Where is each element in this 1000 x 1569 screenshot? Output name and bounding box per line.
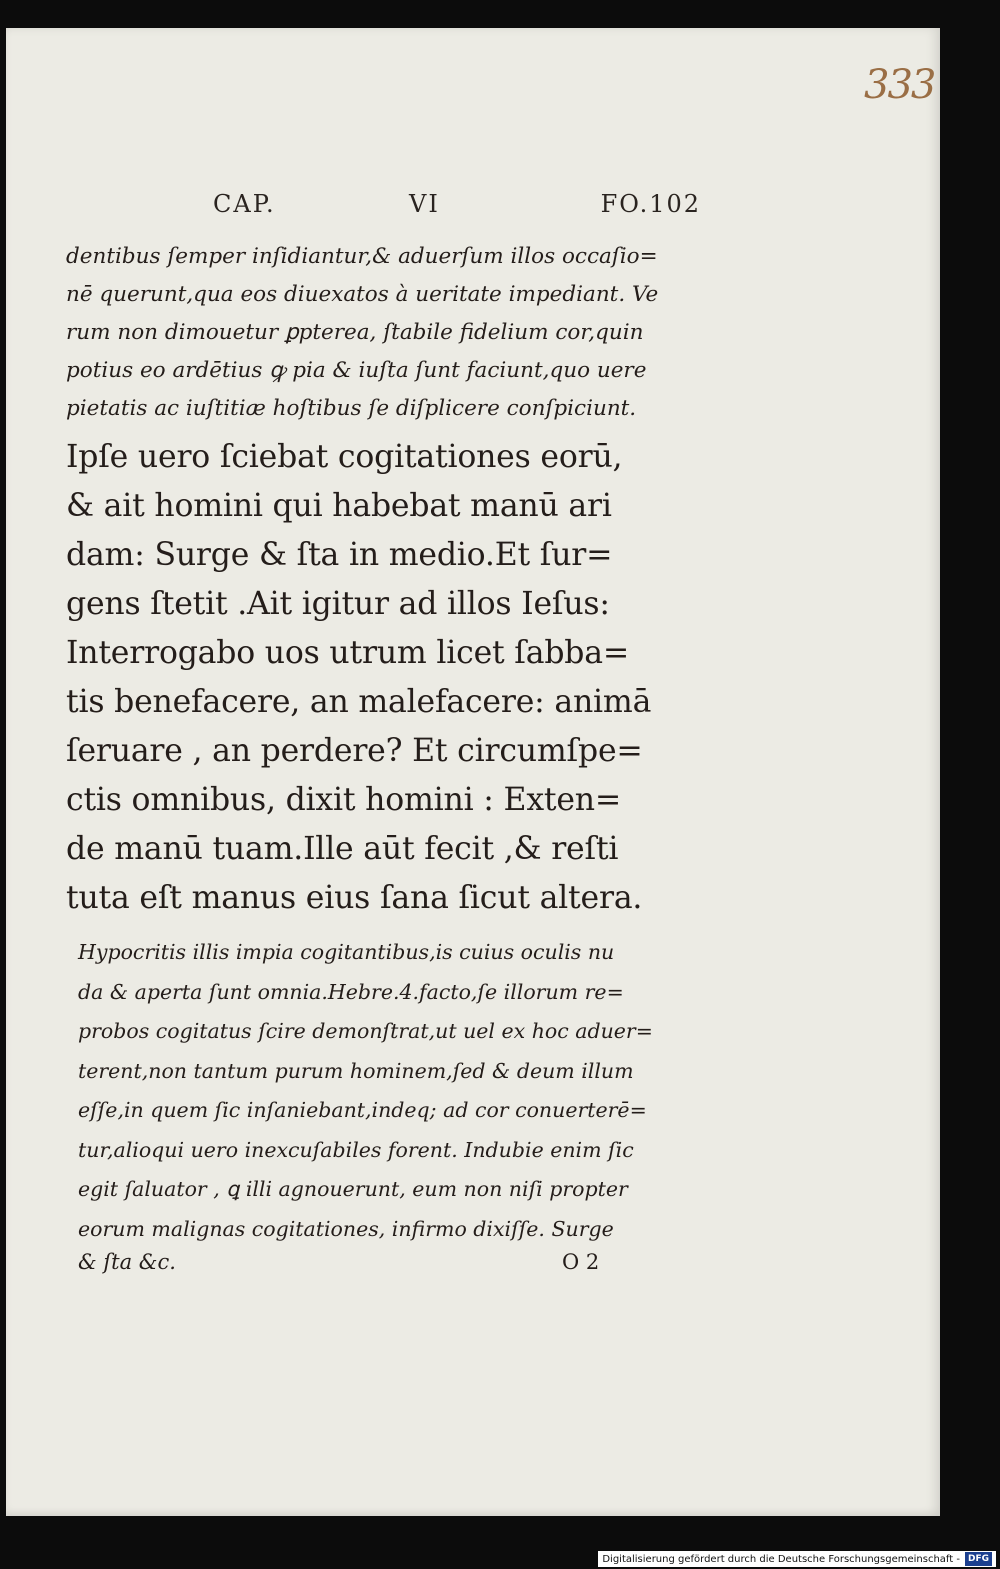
text-line: pietatis ac iuſtitiæ hoſtibus ſe diſplicere conſpiciunt. xyxy=(66,396,637,421)
text-line: eorum malignas cogitationes, infirmo dixiſſe. Surge xyxy=(78,1216,614,1241)
running-head xyxy=(213,190,701,224)
text-line: Ipſe uero ſciebat cogitationes eorū, xyxy=(66,439,623,475)
banner-text: Digitalisierung gefördert durch die Deutsche Forschungsgemeinschaft - xyxy=(602,1553,960,1565)
commentary-ending: & ſta &c. xyxy=(78,1250,176,1274)
running-head-folio: FO.102 xyxy=(600,190,701,218)
text-line: gens ſtetit .Ait igitur ad illos Ieſus: xyxy=(66,586,610,622)
text-line: de manū tuam.Ille aūt fecit ,& reſti xyxy=(66,831,619,867)
text-line: egit ſaluator , ꝗ illi agnouerunt, eum non niſi propter xyxy=(78,1177,628,1201)
text-line: ſeruare , an perdere? Et circumſpe= xyxy=(66,733,643,769)
text-line: tuta eſt manus eius ſana ſicut altera. xyxy=(66,880,643,916)
text-line: ctis omnibus, dixit homini : Exten= xyxy=(66,782,622,818)
signature-mark: O 2 xyxy=(562,1250,600,1274)
running-head-cap: CAP. xyxy=(213,190,276,218)
text-line: & ait homini qui habebat manū ari xyxy=(66,488,612,524)
text-line: rum non dimouetur ꝑpterea, ſtabile fidelium cor,quin xyxy=(66,320,644,345)
text-line: potius eo ardētius ꝙ pia & iuſta ſunt faciunt,quo uere xyxy=(66,358,647,383)
scripture-passage xyxy=(66,433,702,923)
text-line: Hypocritis illis impia cogitantibus,is cuius oculis nu xyxy=(78,940,615,964)
handwritten-page-number: 333 xyxy=(864,62,935,108)
text-line: da & aperta ſunt omnia.Hebre.4.facto,ſe illorum re= xyxy=(78,979,624,1004)
text-line: eſſe,in quem ſic inſaniebant,indeq; ad cor conuerterē= xyxy=(78,1098,647,1122)
text-line: tis benefacere, an malefacere: animā xyxy=(66,684,652,720)
running-head-chapter: VI xyxy=(409,190,440,218)
text-line: Interrogabo uos utrum licet ſabba= xyxy=(66,635,630,671)
text-line: dentibus ſemper inſidiantur,& aduerſum illos occaſio= xyxy=(66,244,658,269)
commentary-bottom xyxy=(78,933,718,1249)
text-line: tur,alioqui uero inexcuſabiles forent. Indubie enim ſic xyxy=(78,1137,634,1162)
commentary-top xyxy=(66,238,702,428)
text-line: dam: Surge & ſta in medio.Et ſur= xyxy=(66,537,613,573)
page-footer xyxy=(78,1250,718,1290)
book-page xyxy=(6,28,940,1516)
text-line: probos cogitatus ſcire demonſtrat,ut uel ex hoc aduer= xyxy=(78,1019,653,1043)
text-line: terent,non tantum purum hominem,ſed & deum illum xyxy=(78,1058,634,1083)
dfg-logo: DFG xyxy=(965,1552,992,1566)
text-line: nē querunt,qua eos diuexatos à ueritate impediant. Ve xyxy=(66,282,659,307)
digitization-banner xyxy=(598,1551,996,1567)
